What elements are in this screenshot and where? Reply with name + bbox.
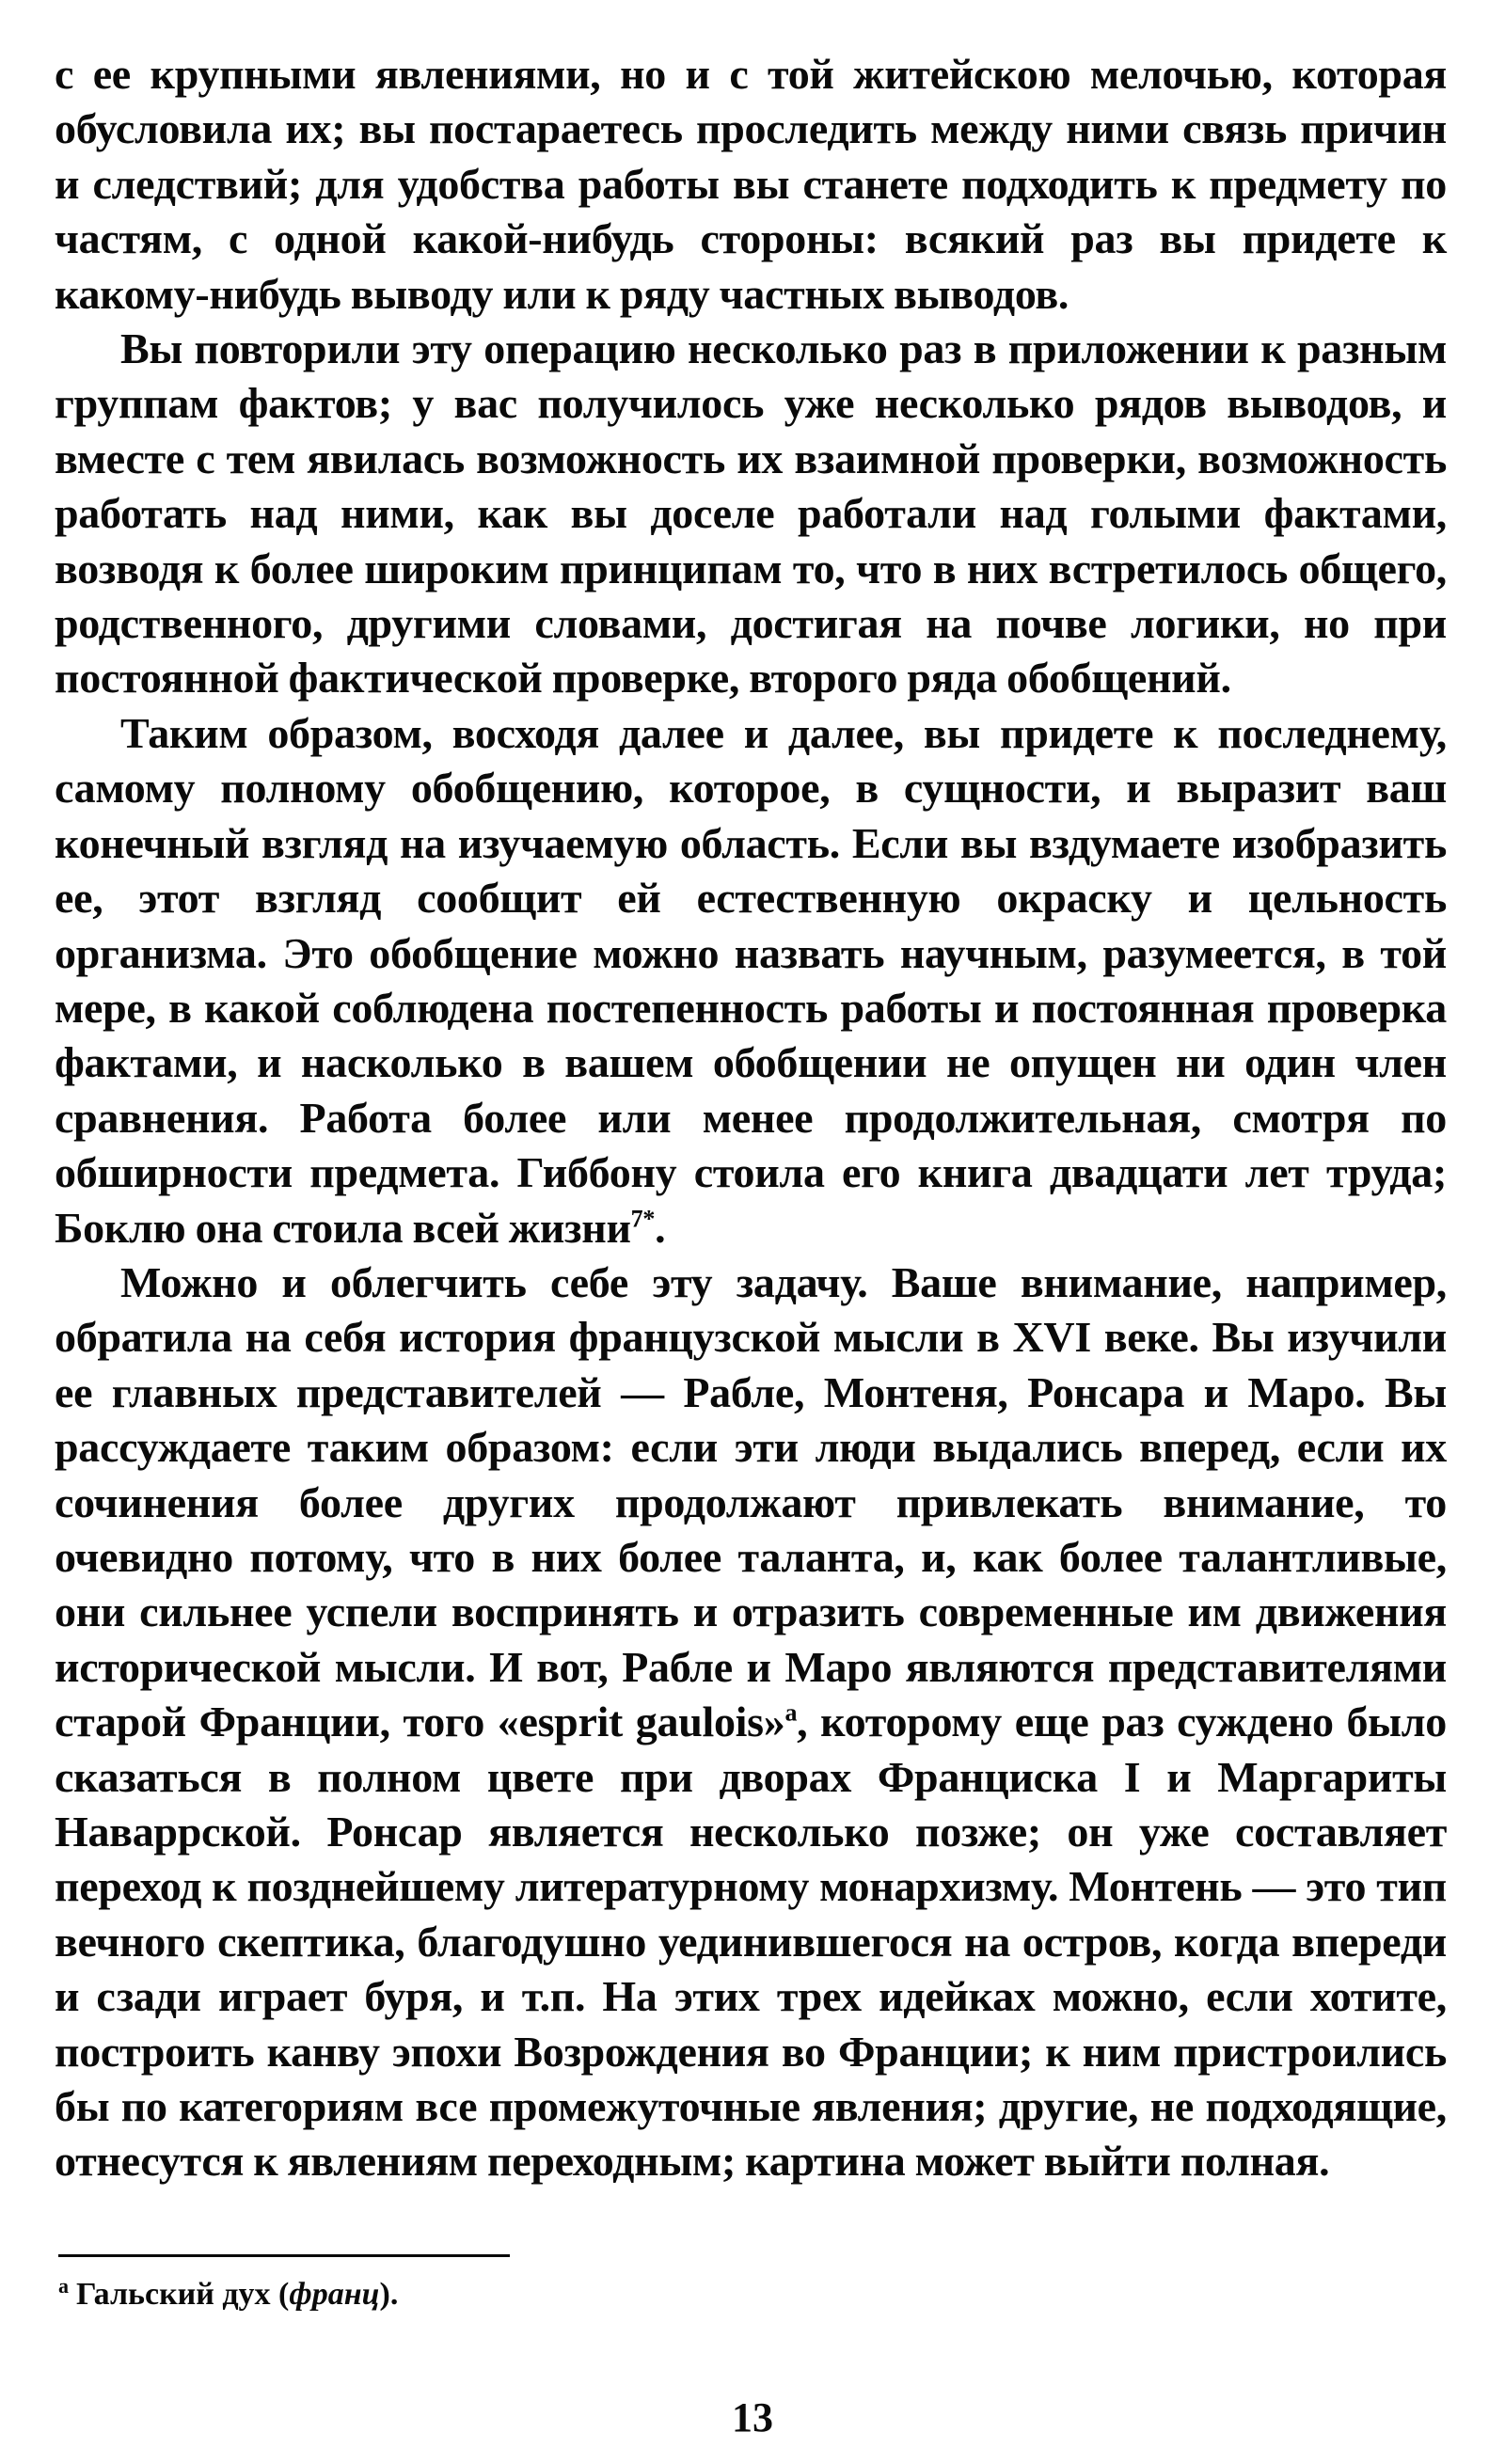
footnote [58, 2274, 398, 2315]
paragraph-3-text: Таким образом, восходя далее и далее, вы придете к последнему, самому полному обобщению, которое, в сущности, и выразит ваш конечный взгляд на изучаемую область. Если вы вздумаете изобразить ее, этот взгляд сообщит ей естественную окраску и цельность организма. Это обобщение можно назвать научным, разумеется, в той мере, в какой соблюдена постепенность работы и постоянная проверка фактами, и насколько в вашем обобщении не опущен ни один член сравнения. Работа более или менее продолжительная, смотря по обширности предмета. Гиббону стоила его книга двадцати лет труда; Боклю она стоила всей жизни [55, 708, 1447, 1252]
paragraph-1: с ее крупными явлениями, но и с той житейскою мелочью, которая обусловила их; вы постараетесь проследить между ними связь причин и следствий; для удобства работы вы станете подходить к предмету по частям, с одной какой-нибудь стороны: всякий раз вы придете к какому-нибудь выводу или к ряду частных выводов. [55, 50, 1447, 318]
paragraph-4 [55, 1256, 1447, 2189]
paragraph-2: Вы повторили эту операцию несколько раз в приложении к разным группам фактов; у вас получилось уже несколько рядов выводов, и вместе с тем явилась возможность их взаимной проверки, возможность работать над ними, как вы доселе работали над голыми фактами, возводя к более широким принципам то, что в них встретилось общего, родственного, другими словами, достигая на почве логики, но при постоянной фактической проверке, второго ряда обобщений. [55, 324, 1447, 703]
footnote-text: Гальский дух ( [76, 2277, 290, 2312]
page-number: 13 [732, 2394, 773, 2440]
paragraph-4-text-after: , которому еще раз суждено было сказаться в полном цвете при дворах Франциска I и Маргариты Наваррской. Ронсар является несколько позже; он уже составляет переход к позднейшему литературному монархизму. Монтень — это тип вечного скептика, благодушно уединившегося на остров, когда впереди и сзади играет буря, и т.п. На этих трех идейках можно, если хотите, построить канву эпохи Возрождения во Франции; к ним пристроились бы по категориям все промежуточные явления; другие, не подходящие, отнесутся к явлениям переходным; картина может выйти полная. [55, 1698, 1447, 2186]
paragraph-4-text-before: Можно и облегчить себе эту задачу. Ваше внимание, например, обратила на себя история французской мысли в XVI веке. Вы изучили ее главных представителей — Рабле, Монтеня, Ронсара и Маро. Вы рассуждаете таким образом: если эти люди выдались вперед, если их сочинения более других продолжают привлекать внимание, то очевидно потому, что в них более таланта, и, как более талантливые, они сильнее успели воспринять и отразить современные им движения исторической мысли. И вот, Рабле и Маро являются представителями старой Франции, того «esprit gaulois» [55, 1257, 1447, 1746]
footnote-language: франц [289, 2277, 380, 2312]
footnote-divider [58, 2254, 510, 2257]
main-text [55, 47, 1447, 2189]
paragraph-3-end: . [655, 1203, 666, 1252]
footnote-reference: a [784, 1698, 798, 1727]
paragraph-3 [55, 706, 1447, 1256]
footnote-end: ). [379, 2277, 399, 2312]
page-body [55, 47, 1447, 2189]
endnote-reference: 7* [630, 1205, 656, 1233]
footnote-mark: a [58, 2273, 69, 2298]
